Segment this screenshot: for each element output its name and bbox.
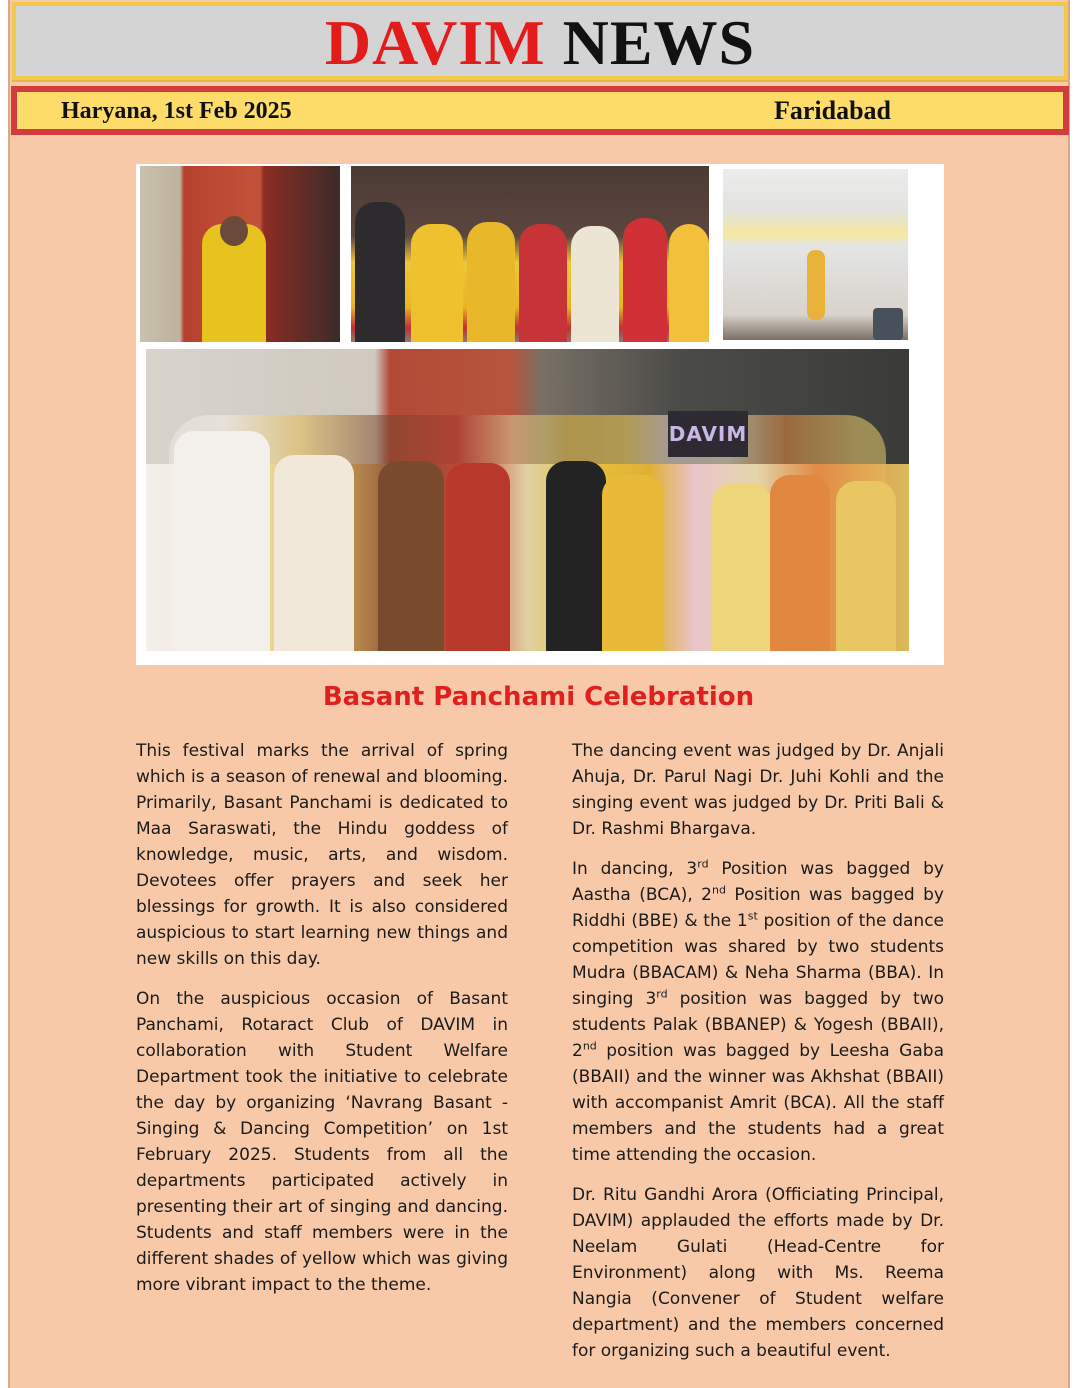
dateline-bar — [11, 86, 1069, 135]
article-paragraph: Dr. Ritu Gandhi Arora (Officiating Principal, DAVIM) applauded the efforts made by Dr. Neelam Gulati (Head-Centre for Environment) along with Ms. Reema Nangia (Convener of Student welfare department) and the members concerned for organizing such a beautiful event. — [572, 1185, 944, 1361]
article-left-column — [136, 738, 508, 1312]
results-text: Position was bagged by Aastha (BCA), 2 — [572, 859, 944, 905]
masthead — [12, 2, 1068, 80]
photo-stage-dance — [723, 169, 908, 340]
results-text: In dancing, 3 — [572, 859, 698, 879]
ordinal-suffix: nd — [582, 1039, 597, 1053]
ordinal-suffix: nd — [712, 883, 726, 897]
article-paragraph: The dancing event was judged by Dr. Anjali Ahuja, Dr. Parul Nagi Dr. Juhi Kohli and the singing event was judged by Dr. Priti Bali & Dr. Rashmi Bhargava. — [572, 741, 944, 839]
article-headline: Basant Panchami Celebration — [322, 682, 755, 712]
newsletter-title — [16, 8, 1064, 78]
photo-staff-group — [146, 349, 909, 651]
results-paragraph — [572, 856, 944, 1168]
article-right-column — [572, 738, 944, 1378]
photo-dancers-group — [351, 166, 709, 342]
article-paragraph: On the auspicious occasion of Basant Panchami, Rotaract Club of DAVIM in collaboration with Student Welfare Department took the initiative to celebrate the day by organizing ‘Navrang Basant - Singing & Dancing Competition’ on 1st February 2025. Students from all the departments participated actively in presenting their art of singing and dancing. Students and staff members were in the different shades of yellow which was giving more vibrant impact to the theme. — [136, 989, 508, 1295]
results-text: position was bagged by two students Palak (BBANEP) & Yogesh (BBAII), 2 — [572, 989, 944, 1061]
dateline-date: Haryana, 1st Feb 2025 — [61, 98, 292, 124]
photo-singer-with-guitar — [140, 166, 340, 342]
article-paragraph: This festival marks the arrival of spring which is a season of renewal and blooming. Primarily, Basant Panchami is dedicated to Maa Saraswati, the Hindu goddess of knowledge, music, arts, and wisdom. Devotees offer prayers and seek her blessings for growth. It is also considered auspicious to start learning new things and new skills on this day. — [136, 741, 508, 969]
davim-banner-sign: DAVIM — [668, 411, 748, 457]
ordinal-suffix: rd — [656, 987, 668, 1001]
results-text: Position was bagged by Riddhi (BBE) & the 1 — [572, 885, 944, 931]
title-news: NEWS — [562, 7, 756, 78]
ordinal-suffix: st — [747, 909, 758, 923]
photo-collage — [136, 164, 944, 665]
title-davim: DAVIM — [324, 7, 546, 78]
results-text: position of the dance competition was shared by two students Mudra (BBACAM) & Neha Sharma (BBA). In singing 3 — [572, 911, 944, 1009]
dateline-city: Faridabad — [773, 96, 891, 125]
ordinal-suffix: rd — [697, 857, 709, 871]
results-text: position was bagged by Leesha Gaba (BBAII) and the winner was Akhshat (BBAII) with accompanist Amrit (BCA). All the staff members and the students had a great time attending the occasion. — [572, 1041, 944, 1165]
